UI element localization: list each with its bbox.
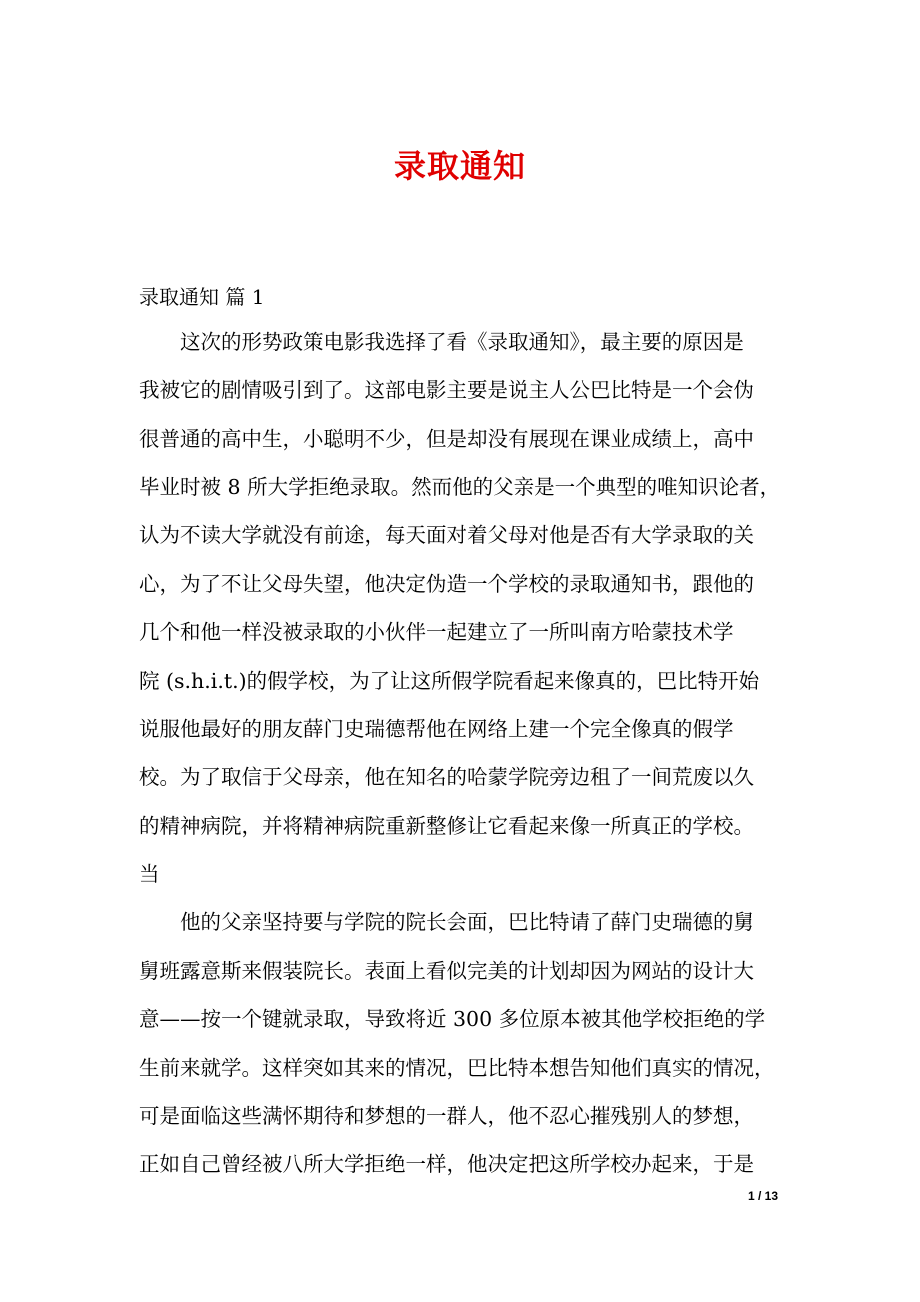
- text-line: 当: [139, 862, 160, 886]
- document-title: 录取通知: [393, 147, 526, 185]
- text-line: 心，为了不让父母失望，他决定伪造一个学校的录取通知书，跟他的: [139, 572, 754, 596]
- text-line: 认为不读大学就没有前途，每天面对着父母对他是否有大学录取的关: [139, 523, 754, 547]
- section-heading: 录取通知 篇 1: [139, 285, 265, 309]
- text-line: 可是面临这些满怀期待和梦想的一群人，他不忍心摧残别人的梦想，: [139, 1104, 754, 1128]
- text-line: 几个和他一样没被录取的小伙伴一起建立了一所叫南方哈蒙技术学: [139, 620, 734, 644]
- text-line: 毕业时被 8 所大学拒绝录取。然而他的父亲是一个典型的唯知识论者，: [139, 475, 781, 499]
- text-line: 正如自己曾经被八所大学拒绝一样，他决定把这所学校办起来，于是: [139, 1152, 754, 1176]
- text-line: 意——按一个键就录取，导致将近 300 多位原本被其他学校拒绝的学: [139, 1007, 766, 1031]
- text-line: 院 (s.h.i.t.)的假学校，为了让这所假学院看起来像真的，巴比特开始: [139, 669, 760, 693]
- text-line: 我被它的剧情吸引到了。这部电影主要是说主人公巴比特是一个会伪: [139, 378, 754, 402]
- text-line: 这次的形势政策电影我选择了看《录取通知》，最主要的原因是: [180, 330, 744, 354]
- text-line: 说服他最好的朋友薛门史瑞德帮他在网络上建一个完全像真的假学: [139, 717, 734, 741]
- text-line: 的精神病院，并将精神病院重新整修让它看起来像一所真正的学校。: [139, 814, 754, 838]
- text-line: 他的父亲坚持要与学院的院长会面，巴比特请了薛门史瑞德的舅: [180, 910, 754, 934]
- text-line: 生前来就学。这样突如其来的情况，巴比特本想告知他们真实的情况，: [139, 1056, 775, 1080]
- page-number: 1 / 13: [747, 1189, 778, 1203]
- text-line: 很普通的高中生，小聪明不少，但是却没有展现在课业成绩上，高中: [139, 427, 754, 451]
- text-line: 舅班露意斯来假装院长。表面上看似完美的计划却因为网站的设计大: [139, 959, 754, 983]
- text-line: 校。为了取信于父母亲，他在知名的哈蒙学院旁边租了一间荒废以久: [139, 765, 754, 789]
